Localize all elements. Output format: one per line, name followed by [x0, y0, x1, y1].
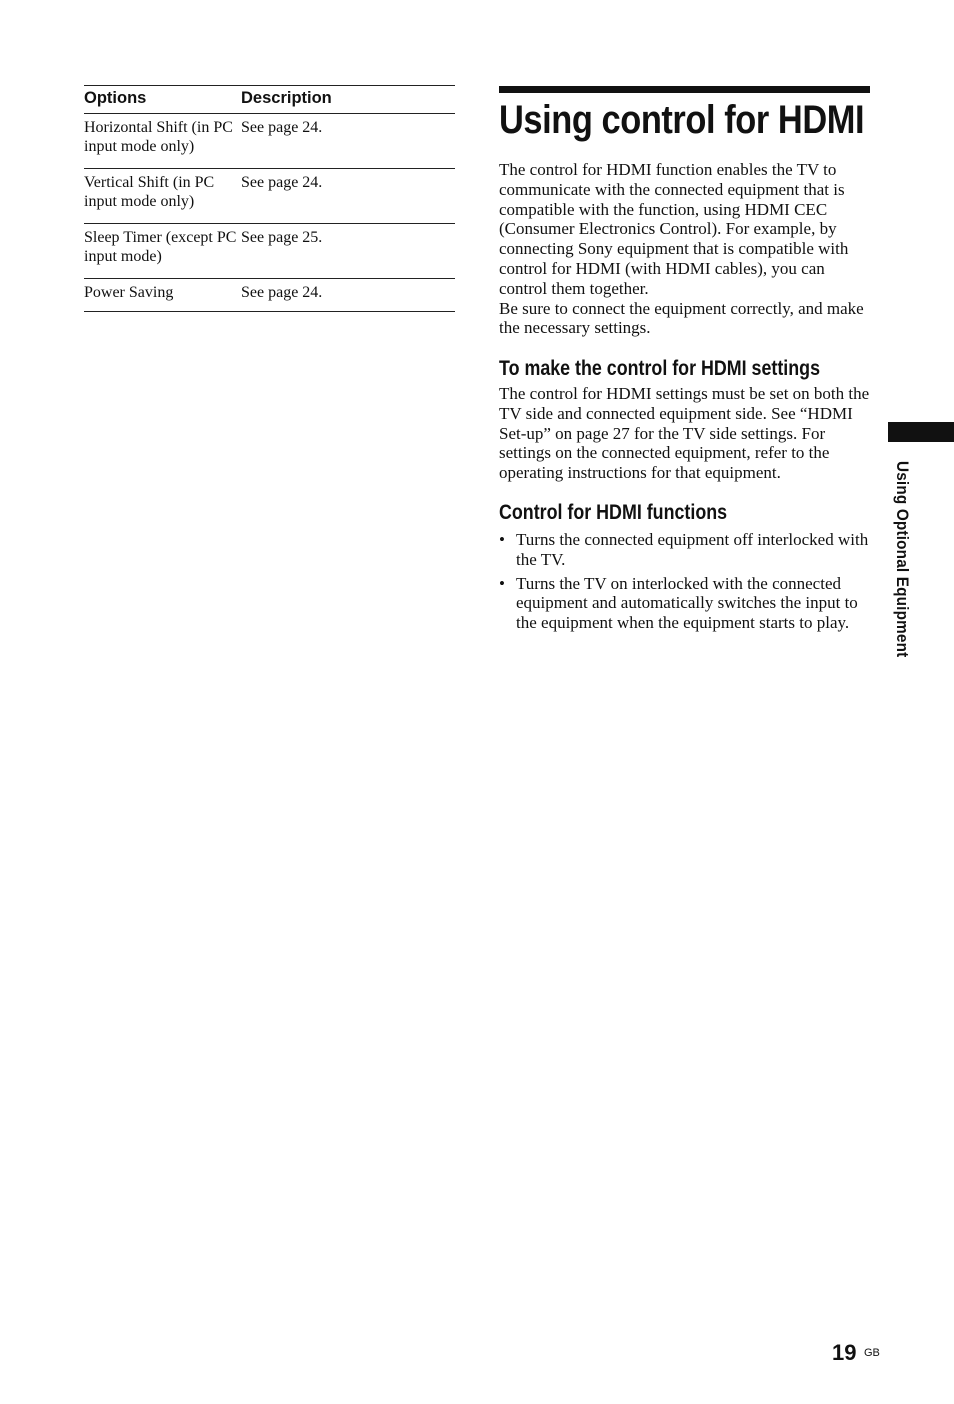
section-heading-functions: Control for HDMI functions — [499, 501, 728, 524]
page-language-code: GB — [864, 1347, 880, 1359]
section-heading-settings: To make the control for HDMI settings — [499, 357, 821, 380]
intro-note: Be sure to connect the equipment correctly, and make the necessary settings. — [499, 298, 864, 338]
list-item — [499, 574, 871, 633]
side-tab-label: Using Optional Equipment — [893, 461, 912, 658]
page-number: 19 — [832, 1340, 857, 1365]
option-description: See page 24. — [241, 279, 455, 312]
table-row — [84, 114, 455, 169]
header-description: Description — [241, 86, 455, 114]
side-tab — [892, 461, 920, 701]
option-description: See page 25. — [241, 224, 455, 279]
bullet-icon: • — [499, 530, 505, 549]
intro-paragraph: The control for HDMI function enables the TV to communicate with the connected equipment that is compatible with the function, using HDMI CEC (Consumer Electronics Control). For example, by connecting Sony equipment that is compatible with control for HDMI (with HDMI cables), you can control them together. — [499, 160, 849, 298]
header-options: Options — [84, 86, 241, 114]
table-header-row — [84, 86, 455, 114]
bullet-icon: • — [499, 573, 505, 593]
intro-text — [499, 160, 871, 338]
options-table — [84, 85, 455, 312]
option-description: See page 24. — [241, 114, 455, 169]
option-name: Sleep Timer (except PC input mode) — [84, 224, 241, 279]
table-row — [84, 169, 455, 224]
title-rule — [499, 86, 870, 93]
list-item-text: Turns the connected equipment off interlocked with the TV. — [516, 530, 869, 569]
option-name: Vertical Shift (in PC input mode only) — [84, 169, 241, 224]
side-tab-bar — [888, 422, 954, 442]
list-item-text: Turns the TV on interlocked with the connected equipment and automatically switches the input to the equipment when the equipment starts to play. — [516, 573, 858, 633]
table-row — [84, 224, 455, 279]
section-body-settings: The control for HDMI settings must be set on both the TV side and connected equipment side. See “HDMI Set-up” on page 27 for the TV side settings. For settings on the connected equipment, refer to the operating instructions for that equipment. — [499, 384, 870, 483]
functions-list — [499, 530, 871, 637]
page-title: Using control for HDMI — [499, 98, 865, 142]
list-item — [499, 530, 871, 570]
table-row — [84, 279, 455, 312]
option-name: Power Saving — [84, 279, 241, 312]
option-description: See page 24. — [241, 169, 455, 224]
option-name: Horizontal Shift (in PC input mode only) — [84, 114, 241, 169]
